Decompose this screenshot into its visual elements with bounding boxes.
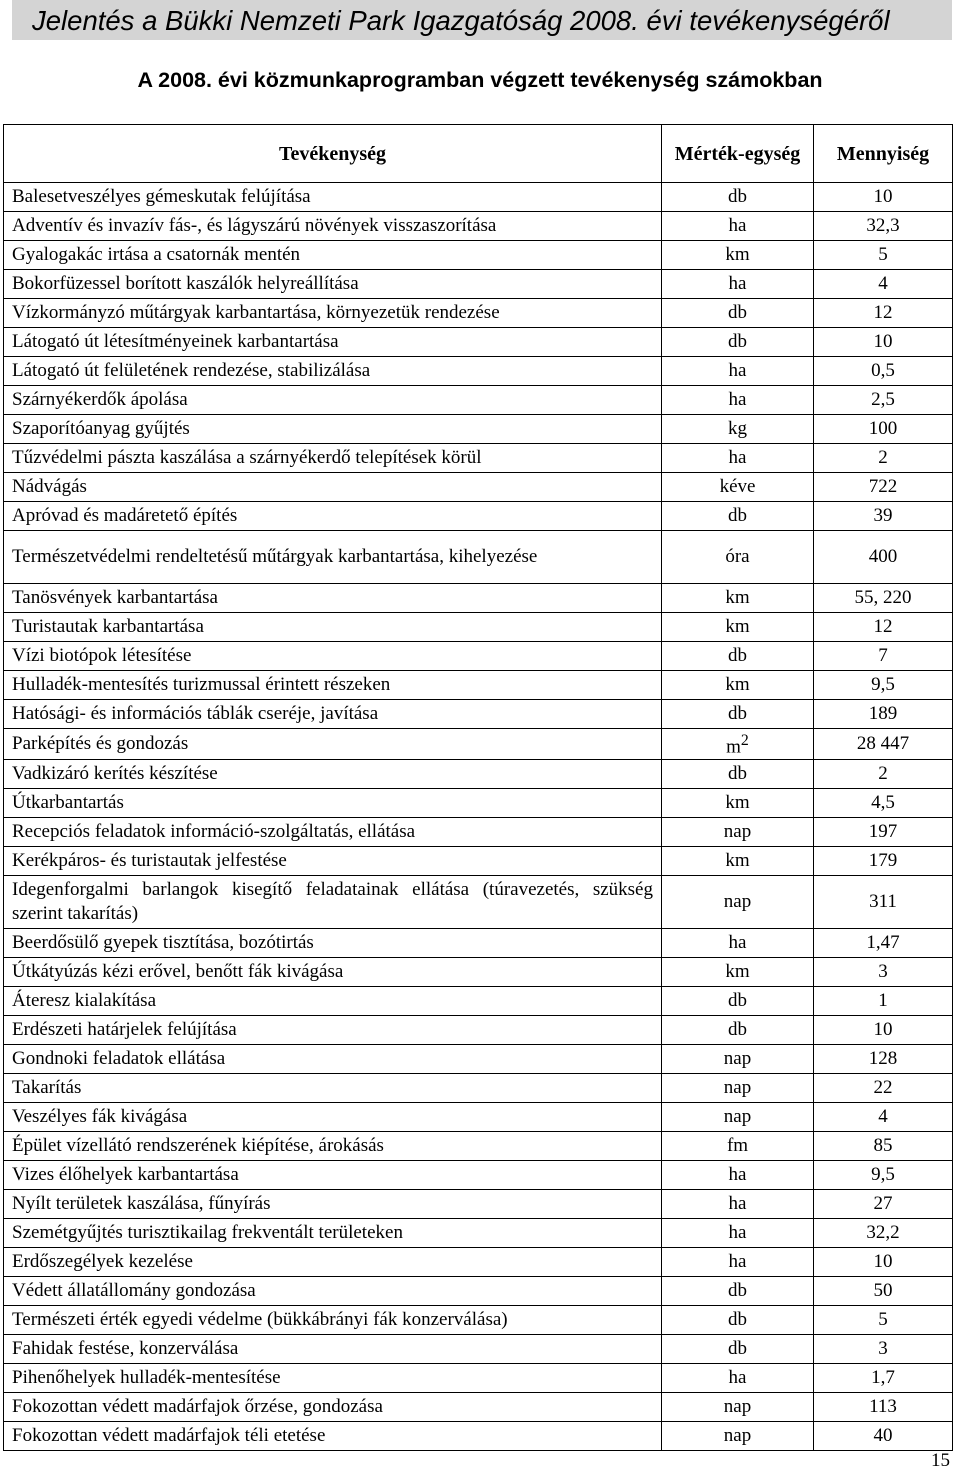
- quantity-cell: 113: [814, 1393, 953, 1422]
- unit-text: db: [728, 645, 747, 666]
- unit-cell: [662, 415, 814, 444]
- table-row: [4, 415, 953, 444]
- activity-cell: Kerékpáros- és turistautak jelfestése: [4, 847, 662, 876]
- unit-text: ha: [728, 215, 747, 236]
- unit-cell: [662, 357, 814, 386]
- quantity-cell: 12: [814, 613, 953, 642]
- quantity-cell: 50: [814, 1277, 953, 1306]
- unit-text: ha: [728, 1251, 747, 1273]
- unit-text: km: [725, 792, 750, 814]
- unit-text: db: [728, 331, 747, 352]
- unit-cell: [662, 502, 814, 531]
- unit-text: km: [725, 587, 750, 608]
- unit-cell: [662, 1161, 814, 1190]
- unit-text: db: [728, 1338, 747, 1360]
- unit-text: nap: [723, 1077, 752, 1099]
- activity-cell: Apróvad és madáretető építés: [4, 502, 662, 531]
- quantity-cell: 28 447: [814, 729, 953, 760]
- activity-cell: Vadkizáró kerítés készítése: [4, 760, 662, 789]
- unit-cell: [662, 183, 814, 212]
- quantity-cell: 22: [814, 1074, 953, 1103]
- activity-cell: Védett állatállomány gondozása: [4, 1277, 662, 1306]
- table-row: [4, 729, 953, 760]
- unit-text: nap: [723, 891, 752, 913]
- unit-cell: [662, 760, 814, 789]
- table-row: [4, 818, 953, 847]
- unit-text: nap: [723, 821, 752, 843]
- unit-cell: [662, 1248, 814, 1277]
- unit-text: km: [725, 616, 750, 637]
- quantity-cell: 7: [814, 642, 953, 671]
- activity-cell: Pihenőhelyek hulladék-mentesítése: [4, 1364, 662, 1393]
- quantity-cell: 4: [814, 1103, 953, 1132]
- unit-text: km: [725, 244, 750, 265]
- unit-text: kg: [728, 418, 747, 439]
- activity-cell: Erdőszegélyek kezelése: [4, 1248, 662, 1277]
- activity-cell: Beerdősülő gyepek tisztítása, bozótirtás: [4, 929, 662, 958]
- table-row: [4, 212, 953, 241]
- report-title: Jelentés a Bükki Nemzeti Park Igazgatóság 2008. évi tevékenységéről: [32, 5, 890, 36]
- table-row: [4, 1422, 953, 1451]
- quantity-cell: 39: [814, 502, 953, 531]
- quantity-cell: 179: [814, 847, 953, 876]
- activity-cell: Turistautak karbantartása: [4, 613, 662, 642]
- activity-cell: Recepciós feladatok információ-szolgáltatás, ellátása: [4, 818, 662, 847]
- column-header-quantity: Mennyiség: [814, 125, 953, 183]
- quantity-cell: 5: [814, 241, 953, 270]
- unit-cell: [662, 1190, 814, 1219]
- table-row: [4, 876, 953, 929]
- quantity-cell: 400: [814, 531, 953, 584]
- unit-cell: [662, 328, 814, 357]
- activity-cell: Nyílt területek kaszálása, fűnyírás: [4, 1190, 662, 1219]
- unit-cell: [662, 818, 814, 847]
- activity-cell: Útkarbantartás: [4, 789, 662, 818]
- unit-cell: [662, 1422, 814, 1451]
- table-row: [4, 987, 953, 1016]
- unit-text: db: [728, 1309, 747, 1331]
- quantity-cell: 9,5: [814, 671, 953, 700]
- table-row: [4, 1248, 953, 1277]
- activity-cell: Erdészeti határjelek felújítása: [4, 1016, 662, 1045]
- quantity-cell: 1,47: [814, 929, 953, 958]
- unit-cell: [662, 1306, 814, 1335]
- activity-cell: Szemétgyűjtés turisztikailag frekventált területeken: [4, 1219, 662, 1248]
- unit-cell: [662, 1219, 814, 1248]
- unit-text: db: [728, 703, 747, 724]
- unit-text: ha: [728, 1367, 747, 1389]
- quantity-cell: 27: [814, 1190, 953, 1219]
- quantity-cell: 4: [814, 270, 953, 299]
- unit-cell: [662, 1277, 814, 1306]
- table-row: [4, 357, 953, 386]
- table-row: [4, 1277, 953, 1306]
- quantity-cell: 3: [814, 958, 953, 987]
- activity-cell: Fokozottan védett madárfajok őrzése, gondozása: [4, 1393, 662, 1422]
- unit-cell: [662, 1103, 814, 1132]
- activity-cell: Fokozottan védett madárfajok téli etetése: [4, 1422, 662, 1451]
- activity-cell: Természetvédelmi rendeltetésű műtárgyak karbantartása, kihelyezése: [4, 531, 662, 584]
- table-row: [4, 502, 953, 531]
- quantity-cell: 85: [814, 1132, 953, 1161]
- quantity-cell: 100: [814, 415, 953, 444]
- unit-cell: [662, 386, 814, 415]
- activity-table: [3, 124, 953, 1451]
- table-row: [4, 1190, 953, 1219]
- table-row: [4, 1364, 953, 1393]
- activity-cell: Szárnyékerdők ápolása: [4, 386, 662, 415]
- unit-text: db: [728, 505, 747, 526]
- table-row: [4, 1103, 953, 1132]
- activity-cell: Vizes élőhelyek karbantartása: [4, 1161, 662, 1190]
- unit-cell: [662, 1335, 814, 1364]
- unit-cell: [662, 876, 814, 929]
- activity-cell: Balesetveszélyes gémeskutak felújítása: [4, 183, 662, 212]
- unit-text: nap: [723, 1048, 752, 1070]
- unit-cell: [662, 613, 814, 642]
- unit-cell: [662, 847, 814, 876]
- activity-cell: Hatósági- és információs táblák cseréje, javítása: [4, 700, 662, 729]
- page-number: 15: [931, 1450, 950, 1471]
- table-row: [4, 1306, 953, 1335]
- unit-text: kéve: [719, 476, 756, 497]
- unit-text: m: [726, 736, 741, 758]
- activity-cell: Veszélyes fák kivágása: [4, 1103, 662, 1132]
- activity-cell: Áteresz kialakítása: [4, 987, 662, 1016]
- activity-cell: Gondnoki feladatok ellátása: [4, 1045, 662, 1074]
- table-row: [4, 1074, 953, 1103]
- table-row: [4, 958, 953, 987]
- quantity-cell: 1: [814, 987, 953, 1016]
- activity-cell: Hulladék-mentesítés turizmussal érintett részeken: [4, 671, 662, 700]
- quantity-cell: 12: [814, 299, 953, 328]
- quantity-cell: 2,5: [814, 386, 953, 415]
- header-bar: [12, 0, 952, 40]
- activity-cell: Épület vízellátó rendszerének kiépítése, árokásás: [4, 1132, 662, 1161]
- unit-cell: [662, 270, 814, 299]
- quantity-cell: 2: [814, 444, 953, 473]
- quantity-cell: 32,2: [814, 1219, 953, 1248]
- unit-text: db: [728, 186, 747, 207]
- unit-text: km: [725, 961, 750, 983]
- activity-cell: Látogató út felületének rendezése, stabilizálása: [4, 357, 662, 386]
- quantity-cell: 311: [814, 876, 953, 929]
- unit-cell: [662, 1074, 814, 1103]
- activity-cell: Idegenforgalmi barlangok kisegítő feladatainak ellátása (túravezetés, szükség szerint takarítás): [4, 876, 662, 929]
- quantity-cell: 5: [814, 1306, 953, 1335]
- unit-text: ha: [728, 273, 747, 294]
- table-row: [4, 789, 953, 818]
- quantity-cell: 0,5: [814, 357, 953, 386]
- unit-text: ha: [728, 1164, 747, 1186]
- unit-cell: [662, 584, 814, 613]
- unit-cell: [662, 671, 814, 700]
- unit-cell: [662, 729, 814, 760]
- quantity-cell: 10: [814, 1248, 953, 1277]
- unit-cell: [662, 299, 814, 328]
- activity-cell: Látogató út létesítményeinek karbantartása: [4, 328, 662, 357]
- quantity-cell: 2: [814, 760, 953, 789]
- activity-cell: Természeti érték egyedi védelme (bükkábrányi fák konzerválása): [4, 1306, 662, 1335]
- table-row: [4, 1393, 953, 1422]
- unit-text: ha: [728, 932, 747, 954]
- table-row: [4, 183, 953, 212]
- unit-cell: [662, 700, 814, 729]
- unit-text: nap: [723, 1425, 752, 1447]
- quantity-cell: 1,7: [814, 1364, 953, 1393]
- unit-text: db: [728, 302, 747, 323]
- activity-cell: Szaporítóanyag gyűjtés: [4, 415, 662, 444]
- unit-text: ha: [728, 389, 747, 410]
- unit-text: ha: [728, 360, 747, 381]
- activity-cell: Tanösvények karbantartása: [4, 584, 662, 613]
- table-row: [4, 386, 953, 415]
- unit-text: db: [728, 1019, 747, 1041]
- unit-cell: [662, 1016, 814, 1045]
- unit-text: nap: [723, 1106, 752, 1128]
- unit-cell: [662, 473, 814, 502]
- table-body: [4, 183, 953, 1451]
- quantity-cell: 197: [814, 818, 953, 847]
- unit-text: km: [725, 850, 750, 872]
- activity-cell: Vízi biotópok létesítése: [4, 642, 662, 671]
- table-row: [4, 1219, 953, 1248]
- activity-cell: Vízkormányzó műtárgyak karbantartása, környezetük rendezése: [4, 299, 662, 328]
- unit-text: km: [725, 674, 750, 695]
- table-row: [4, 1016, 953, 1045]
- table-row: [4, 584, 953, 613]
- unit-text: ha: [728, 1222, 747, 1244]
- activity-cell: Fahidak festése, konzerválása: [4, 1335, 662, 1364]
- column-header-unit: Mérték-egység: [662, 125, 814, 183]
- unit-cell: [662, 444, 814, 473]
- activity-cell: Takarítás: [4, 1074, 662, 1103]
- table-row: [4, 760, 953, 789]
- unit-text: db: [728, 763, 747, 785]
- table-row: [4, 671, 953, 700]
- unit-text: fm: [726, 1135, 749, 1157]
- unit-cell: [662, 642, 814, 671]
- table-row: [4, 700, 953, 729]
- unit-cell: [662, 1045, 814, 1074]
- quantity-cell: 10: [814, 328, 953, 357]
- unit-text: nap: [723, 1396, 752, 1418]
- table-row: [4, 1335, 953, 1364]
- table-row: [4, 929, 953, 958]
- table-row: [4, 1045, 953, 1074]
- quantity-cell: 128: [814, 1045, 953, 1074]
- quantity-cell: 32,3: [814, 212, 953, 241]
- activity-cell: Gyalogakác irtása a csatornák mentén: [4, 241, 662, 270]
- unit-cell: [662, 1364, 814, 1393]
- unit-cell: [662, 929, 814, 958]
- table-row: [4, 613, 953, 642]
- unit-text: ha: [728, 1193, 747, 1215]
- table-row: [4, 531, 953, 584]
- table-caption: A 2008. évi közmunkaprogramban végzett tevékenység számokban: [137, 68, 823, 92]
- activity-cell: Útkátyúzás kézi erővel, benőtt fák kivágása: [4, 958, 662, 987]
- table-header-row: [4, 125, 953, 183]
- quantity-cell: 3: [814, 1335, 953, 1364]
- unit-text: ha: [728, 447, 747, 468]
- unit-cell: [662, 958, 814, 987]
- table-row: [4, 1132, 953, 1161]
- quantity-cell: 4,5: [814, 789, 953, 818]
- activity-cell: Adventív és invazív fás-, és lágyszárú növények visszaszorítása: [4, 212, 662, 241]
- table-row: [4, 473, 953, 502]
- activity-cell: Tűzvédelmi pászta kaszálása a szárnyékerdő telepítések körül: [4, 444, 662, 473]
- quantity-cell: 40: [814, 1422, 953, 1451]
- unit-text: db: [728, 1280, 747, 1302]
- unit-cell: [662, 987, 814, 1016]
- unit-cell: [662, 531, 814, 584]
- activity-cell: Bokorfüzessel borított kaszálók helyreállítása: [4, 270, 662, 299]
- quantity-cell: 189: [814, 700, 953, 729]
- quantity-cell: 55, 220: [814, 584, 953, 613]
- table-row: [4, 270, 953, 299]
- activity-cell: Nádvágás: [4, 473, 662, 502]
- table-row: [4, 1161, 953, 1190]
- activity-cell: Parképítés és gondozás: [4, 729, 662, 760]
- table-row: [4, 847, 953, 876]
- table-row: [4, 328, 953, 357]
- table-row: [4, 241, 953, 270]
- quantity-cell: 722: [814, 473, 953, 502]
- unit-cell: [662, 212, 814, 241]
- unit-cell: [662, 1132, 814, 1161]
- table-row: [4, 444, 953, 473]
- quantity-cell: 10: [814, 1016, 953, 1045]
- unit-text: db: [728, 990, 747, 1012]
- unit-cell: [662, 789, 814, 818]
- table-row: [4, 642, 953, 671]
- unit-text: óra: [725, 546, 750, 567]
- unit-cell: [662, 1393, 814, 1422]
- unit-cell: [662, 241, 814, 270]
- column-header-activity: Tevékenység: [4, 125, 662, 183]
- quantity-cell: 9,5: [814, 1161, 953, 1190]
- unit-superscript: 2: [740, 732, 749, 749]
- table-row: [4, 299, 953, 328]
- quantity-cell: 10: [814, 183, 953, 212]
